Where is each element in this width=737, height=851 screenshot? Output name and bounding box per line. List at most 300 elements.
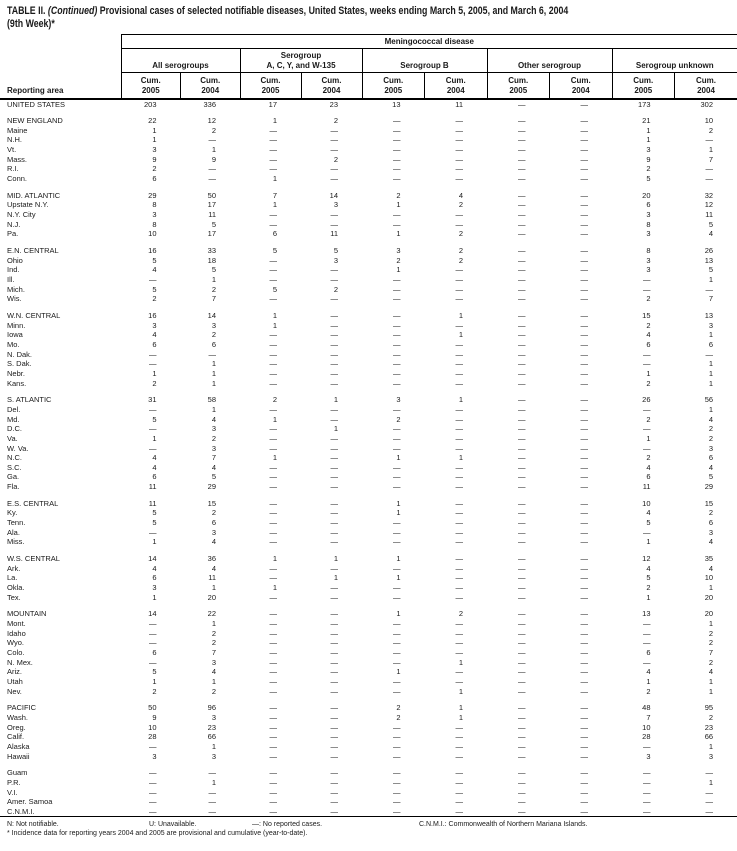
value-cell: —: [518, 154, 526, 164]
value-cell: —: [643, 768, 651, 778]
value-cell: 2: [708, 508, 714, 518]
reporting-area-cell: Ill.: [7, 275, 15, 284]
value-cell: —: [269, 339, 277, 349]
value-cell: —: [643, 527, 651, 537]
value-cell: 2: [458, 255, 463, 265]
value-cell: —: [580, 200, 588, 210]
value-cell: —: [580, 518, 588, 528]
value-cell: 1: [458, 395, 463, 405]
value-cell: —: [455, 527, 463, 537]
reporting-area-cell: Wyo.: [7, 638, 25, 648]
value-cell: —: [269, 628, 277, 638]
value-cell: —: [393, 359, 401, 369]
value-cell: 6: [708, 453, 714, 463]
value-cell: 17: [268, 99, 277, 109]
value-cell: 31: [148, 395, 157, 405]
table-title: [0, 0, 737, 31]
value-cell: —: [330, 703, 338, 713]
reporting-area-cell: Fla.: [7, 482, 20, 492]
value-cell: —: [580, 275, 588, 284]
table-row: [0, 220, 737, 230]
value-cell: 13: [392, 99, 401, 109]
cum-label: Cum.: [570, 75, 591, 85]
value-cell: —: [518, 368, 526, 378]
value-cell: —: [705, 787, 714, 797]
value-cell: 1: [646, 433, 651, 443]
value-cell: —: [393, 424, 401, 434]
value-cell: —: [580, 732, 588, 742]
value-cell: —: [518, 229, 526, 239]
value-cell: 7: [211, 294, 216, 304]
value-cell: —: [330, 508, 338, 518]
value-cell: —: [518, 284, 526, 294]
value-cell: —: [393, 657, 401, 667]
value-cell: —: [580, 638, 588, 648]
table-row: [0, 311, 737, 321]
value-cell: 2: [152, 164, 157, 174]
value-cell: —: [518, 255, 526, 265]
reporting-area-cell: PACIFIC: [7, 703, 37, 713]
title-line-1: [7, 5, 591, 18]
value-cell: —: [643, 638, 651, 648]
value-cell: —: [330, 174, 338, 184]
col-header-cum-2004: [425, 73, 488, 99]
reporting-area-cell: Ariz.: [7, 667, 22, 677]
value-cell: 1: [272, 116, 277, 126]
value-cell: 2: [333, 154, 338, 164]
value-cell: —: [455, 135, 463, 145]
reporting-area-cell: R.I.: [7, 164, 19, 174]
reporting-area-cell: Ind.: [7, 265, 20, 275]
reporting-area-cell: Upstate N.Y.: [7, 200, 49, 210]
value-cell: —: [518, 116, 526, 126]
value-cell: 1: [272, 320, 277, 330]
value-cell: 7: [211, 453, 216, 463]
table-row: [0, 256, 737, 266]
value-cell: —: [149, 275, 157, 284]
value-cell: —: [393, 294, 401, 304]
col-header-cum-2005: [487, 73, 550, 99]
value-cell: 1: [396, 200, 401, 210]
value-cell: 6: [272, 229, 277, 239]
value-cell: 2: [396, 255, 401, 265]
table-row: [0, 732, 737, 742]
value-cell: —: [393, 563, 401, 573]
value-cell: 2: [211, 125, 216, 135]
value-cell: —: [518, 787, 526, 797]
value-cell: —: [393, 768, 401, 778]
value-cell: 6: [708, 339, 714, 349]
table-row: [0, 200, 737, 210]
reporting-area-cell: Minn.: [7, 320, 26, 330]
value-cell: —: [330, 135, 338, 145]
value-cell: —: [393, 164, 401, 174]
value-cell: 4: [152, 462, 157, 472]
value-cell: 5: [152, 255, 157, 265]
year-label: 2005: [141, 85, 160, 95]
value-cell: 1: [152, 125, 157, 135]
value-cell: —: [269, 537, 277, 547]
reporting-area-cell: Ohio: [7, 255, 23, 265]
value-cell: 4: [211, 414, 216, 424]
notifiable-diseases-table: [0, 34, 737, 817]
value-cell: 3: [708, 527, 714, 537]
value-cell: 3: [333, 255, 338, 265]
value-cell: 12: [207, 116, 216, 126]
value-cell: 2: [646, 320, 651, 330]
table-row: [0, 752, 737, 762]
value-cell: —: [330, 647, 338, 657]
value-cell: —: [330, 667, 338, 677]
disease-name-header: Meningococcal disease: [121, 35, 737, 49]
value-cell: —: [330, 472, 338, 482]
legend-line: [7, 820, 737, 829]
value-cell: 11: [148, 498, 157, 508]
value-cell: —: [580, 219, 588, 229]
value-cell: —: [393, 787, 401, 797]
value-cell: —: [330, 294, 338, 304]
reporting-area-cell: Mo.: [7, 339, 20, 349]
value-cell: 29: [207, 482, 216, 492]
section-spacer: [0, 239, 737, 246]
value-cell: 1: [152, 368, 157, 378]
value-cell: 6: [211, 339, 216, 349]
value-cell: —: [518, 433, 526, 443]
value-cell: 1: [272, 453, 277, 463]
value-cell: —: [580, 472, 588, 482]
value-cell: —: [580, 395, 588, 405]
value-cell: —: [269, 768, 277, 778]
value-cell: —: [518, 395, 526, 405]
title-prefix: TABLE II.: [7, 5, 46, 17]
value-cell: 6: [211, 518, 216, 528]
value-cell: —: [580, 99, 588, 109]
value-cell: 1: [708, 404, 714, 414]
value-cell: —: [580, 453, 588, 463]
legend-no-reported-cases: —: No reported cases.: [252, 821, 323, 829]
value-cell: —: [269, 686, 277, 696]
value-cell: —: [149, 768, 157, 778]
table-row: [0, 145, 737, 155]
table-row: [0, 434, 737, 444]
serogroup-header-row: [0, 49, 737, 73]
value-cell: —: [393, 583, 401, 593]
table-row: [0, 518, 737, 528]
value-cell: —: [393, 472, 401, 482]
value-cell: —: [705, 174, 714, 184]
value-cell: —: [330, 722, 338, 732]
value-cell: —: [455, 592, 463, 602]
value-cell: 11: [330, 229, 338, 239]
value-cell: —: [580, 722, 588, 732]
value-cell: 20: [704, 592, 714, 602]
group-label-line2: All serogroups: [152, 61, 209, 70]
value-cell: 1: [708, 686, 714, 696]
table-row: [0, 164, 737, 174]
value-cell: 1: [211, 619, 216, 628]
value-cell: 3: [646, 255, 651, 265]
value-cell: —: [518, 453, 526, 463]
value-cell: —: [643, 787, 651, 797]
title-line-2: (9th Week)*: [7, 18, 55, 30]
value-cell: —: [580, 246, 588, 256]
year-label: 2004: [571, 85, 590, 95]
reporting-area-cell: Wash.: [7, 712, 28, 722]
value-cell: 10: [704, 116, 714, 126]
value-cell: 6: [646, 200, 651, 210]
value-cell: 11: [148, 482, 157, 492]
value-cell: 4: [646, 462, 651, 472]
reporting-area-cell: Utah: [7, 676, 23, 686]
value-cell: 9: [211, 154, 216, 164]
value-cell: —: [580, 190, 588, 200]
group-header-other-serogroup: [487, 49, 612, 73]
value-cell: —: [580, 116, 588, 126]
value-cell: —: [330, 310, 338, 320]
value-cell: —: [518, 797, 526, 807]
value-cell: 22: [148, 116, 157, 126]
value-cell: 7: [708, 294, 714, 304]
value-cell: 1: [272, 583, 277, 593]
reporting-area-cell: Md.: [7, 414, 20, 424]
reporting-area-cell: N.Y. City: [7, 210, 36, 220]
value-cell: —: [455, 145, 463, 155]
value-cell: 3: [646, 751, 651, 761]
value-cell: 17: [207, 200, 216, 210]
value-cell: —: [455, 404, 463, 414]
value-cell: —: [518, 424, 526, 434]
value-cell: 3: [152, 583, 157, 593]
value-cell: —: [149, 638, 157, 648]
value-cell: —: [393, 777, 401, 787]
value-cell: 28: [148, 732, 157, 742]
value-cell: —: [518, 498, 526, 508]
value-cell: —: [330, 443, 338, 453]
table-row: [0, 135, 737, 145]
value-cell: —: [455, 116, 463, 126]
year-label: 2005: [384, 85, 403, 95]
value-cell: —: [580, 349, 588, 359]
value-cell: 6: [646, 647, 651, 657]
value-cell: —: [705, 349, 714, 359]
value-cell: —: [580, 592, 588, 602]
value-cell: —: [330, 219, 338, 229]
value-cell: —: [425, 807, 488, 817]
reporting-area-cell: Maine: [7, 125, 28, 135]
table-row: [0, 369, 737, 379]
table-row: [0, 703, 737, 713]
value-cell: 7: [272, 190, 277, 200]
reporting-area-cell: Calif.: [7, 732, 25, 742]
value-cell: —: [269, 676, 277, 686]
value-cell: —: [518, 732, 526, 742]
value-cell: —: [518, 741, 526, 751]
value-cell: 2: [708, 125, 714, 135]
value-cell: —: [269, 482, 277, 492]
value-cell: —: [330, 320, 338, 330]
value-cell: —: [208, 164, 216, 174]
reporting-area-cell: Idaho: [7, 628, 26, 638]
value-cell: 15: [704, 498, 714, 508]
value-cell: —: [580, 125, 588, 135]
value-cell: 2: [396, 703, 401, 713]
table-row: [0, 508, 737, 518]
value-cell: 4: [211, 537, 216, 547]
value-cell: —: [301, 807, 362, 817]
year-label: 2005: [634, 85, 653, 95]
value-cell: —: [487, 807, 550, 817]
section-spacer: [0, 304, 737, 311]
value-cell: —: [269, 330, 277, 340]
value-cell: 2: [458, 609, 463, 619]
value-cell: 32: [704, 190, 714, 200]
value-cell: 1: [152, 676, 157, 686]
value-cell: —: [705, 284, 714, 294]
value-cell: 2: [211, 508, 216, 518]
value-cell: 4: [646, 563, 651, 573]
cum-header-row: [0, 73, 737, 99]
value-cell: —: [518, 628, 526, 638]
table-row: [0, 638, 737, 648]
value-cell: 7: [708, 647, 714, 657]
value-cell: —: [393, 145, 401, 155]
value-cell: 2: [211, 330, 216, 340]
value-cell: —: [455, 154, 463, 164]
value-cell: 1: [211, 676, 216, 686]
value-cell: 4: [708, 537, 714, 547]
value-cell: 6: [152, 573, 157, 583]
value-cell: —: [518, 583, 526, 593]
table-row: [0, 395, 737, 405]
table-row: [0, 415, 737, 425]
value-cell: 4: [708, 462, 714, 472]
reporting-area-cell: Vt.: [7, 145, 17, 155]
value-cell: 1: [708, 619, 714, 628]
value-cell: 22: [207, 609, 216, 619]
value-cell: —: [330, 537, 338, 547]
group-header-acyw135: [240, 49, 362, 73]
value-cell: —: [269, 563, 277, 573]
reporting-area-cell: Tenn.: [7, 518, 26, 528]
value-cell: —: [580, 751, 588, 761]
value-cell: 1: [272, 310, 277, 320]
value-cell: 4: [152, 265, 157, 275]
table-row: [0, 667, 737, 677]
value-cell: —: [455, 433, 463, 443]
value-cell: 5: [152, 508, 157, 518]
value-cell: 1: [646, 368, 651, 378]
value-cell: —: [269, 609, 277, 619]
reporting-area-cell: V.I.: [7, 787, 18, 797]
value-cell: 13: [704, 255, 714, 265]
reporting-area-cell: Va.: [7, 433, 18, 443]
table-row: [0, 246, 737, 256]
value-cell: —: [269, 135, 277, 145]
table-header: [0, 35, 737, 99]
value-cell: —: [455, 219, 463, 229]
value-cell: 2: [396, 190, 401, 200]
value-cell: —: [580, 657, 588, 667]
table-row: [0, 677, 737, 687]
value-cell: —: [455, 647, 463, 657]
value-cell: 5: [333, 246, 338, 256]
value-cell: —: [518, 443, 526, 453]
value-cell: 5: [708, 472, 714, 482]
value-cell: 4: [708, 229, 714, 239]
reporting-area-cell: Hawaii: [7, 751, 30, 761]
legend-not-notifiable: N: Not notifiable.: [7, 821, 59, 829]
reporting-area-cell: Amer. Samoa: [7, 797, 53, 807]
value-cell: —: [455, 164, 463, 174]
value-cell: 18: [207, 255, 216, 265]
value-cell: —: [455, 777, 463, 787]
value-cell: —: [455, 676, 463, 686]
value-cell: —: [269, 797, 277, 807]
value-cell: —: [518, 537, 526, 547]
value-cell: 5: [646, 174, 651, 184]
value-cell: 4: [708, 667, 714, 677]
value-cell: —: [149, 443, 157, 453]
value-cell: —: [330, 339, 338, 349]
value-cell: —: [330, 712, 338, 722]
value-cell: —: [518, 573, 526, 583]
section-spacer: [0, 696, 737, 703]
value-cell: —: [393, 368, 401, 378]
value-cell: 2: [708, 712, 714, 722]
value-cell: —: [330, 462, 338, 472]
reporting-area-cell: MID. ATLANTIC: [7, 190, 61, 200]
year-label: 2004: [201, 85, 220, 95]
value-cell: 48: [642, 703, 651, 713]
col-header-cum-2004: [181, 73, 241, 99]
table-row: [0, 285, 737, 295]
value-cell: —: [269, 787, 277, 797]
value-cell: —: [580, 628, 588, 638]
value-cell: —: [518, 414, 526, 424]
value-cell: —: [580, 482, 588, 492]
col-header-cum-2005: [240, 73, 301, 99]
reporting-area-cell: E.S. CENTRAL: [7, 498, 59, 508]
reporting-area-cell: Miss.: [7, 537, 25, 547]
value-cell: —: [269, 638, 277, 648]
value-cell: —: [580, 310, 588, 320]
value-cell: 2: [152, 294, 157, 304]
footnotes: [0, 817, 737, 838]
value-cell: 23: [704, 722, 714, 732]
value-cell: —: [269, 619, 277, 628]
table-row: [0, 723, 737, 733]
reporting-area-cell: Pa.: [7, 229, 19, 239]
value-cell: 10: [148, 229, 157, 239]
value-cell: —: [518, 246, 526, 256]
table-row: [0, 379, 737, 389]
value-cell: —: [208, 797, 216, 807]
cum-label: Cum.: [508, 75, 529, 85]
value-cell: —: [393, 647, 401, 657]
value-cell: 1: [396, 554, 401, 564]
value-cell: —: [269, 368, 277, 378]
reporting-area-cell: Ala.: [7, 527, 20, 537]
value-cell: 29: [148, 190, 157, 200]
reporting-area-cell: Mont.: [7, 619, 26, 628]
table-row: [0, 768, 737, 778]
value-cell: —: [330, 498, 338, 508]
section-spacer: [0, 109, 737, 116]
value-cell: —: [518, 712, 526, 722]
value-cell: —: [455, 722, 463, 732]
value-cell: —: [393, 537, 401, 547]
value-cell: —: [330, 563, 338, 573]
